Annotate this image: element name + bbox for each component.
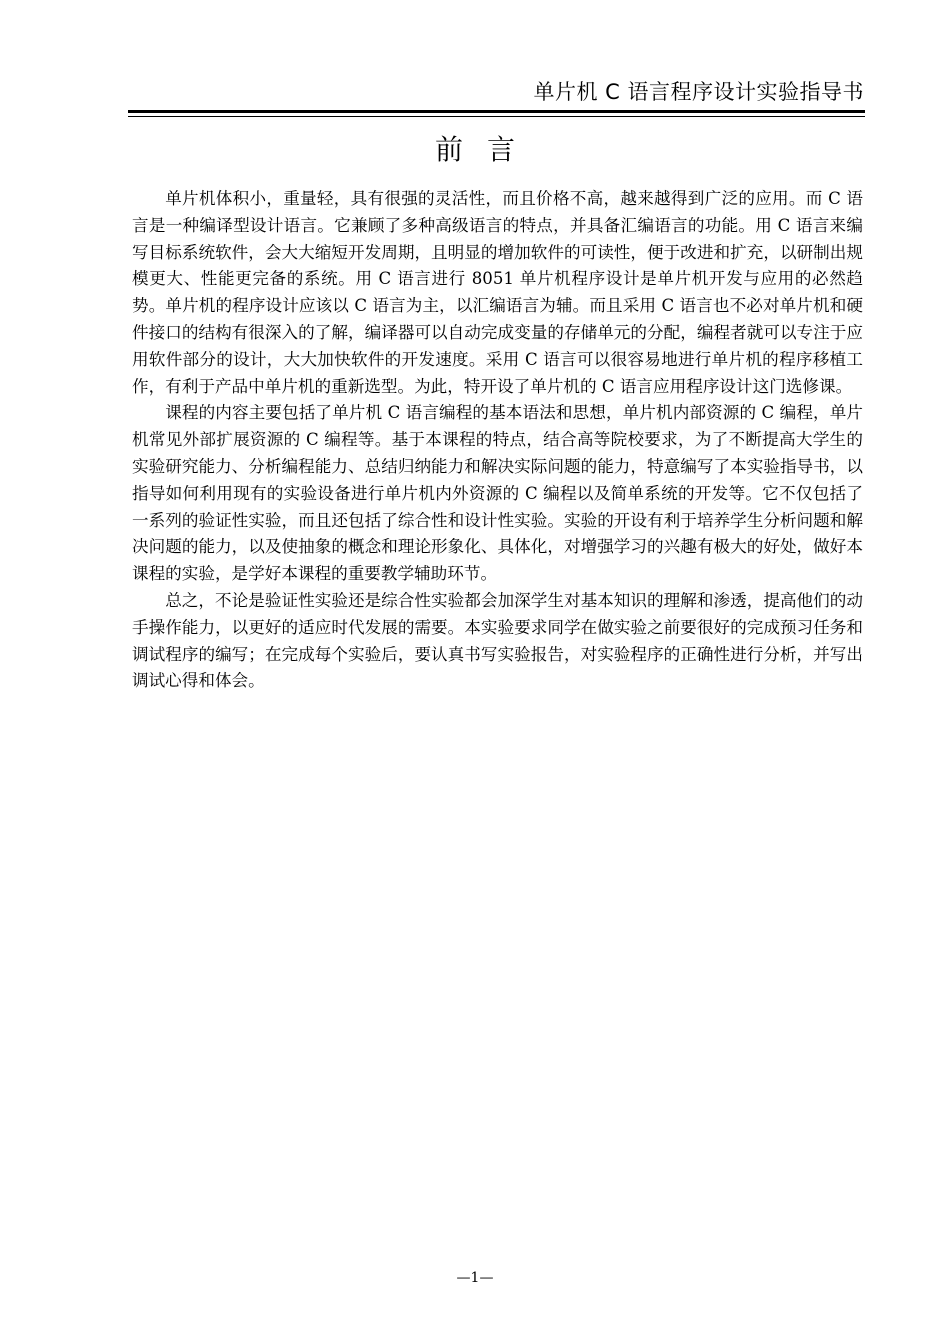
body-text xyxy=(132,186,863,695)
paragraph-1: 单片机体积小，重量轻，具有很强的灵活性，而且价格不高，越来越得到广泛的应用。而 C 语言是一种编译型设计语言。它兼顾了多种高级语言的特点，并具备汇编语言的功能。用 C 语言来编写目标系统软件，会大大缩短开发周期，且明显的增加软件的可读性，便于改进和扩充，以研制出规模更大、性能更完备的系统。用 C 语言进行 8051 单片机程序设计是单片机开发与应用的必然趋势。单片机的程序设计应该以 C 语言为主，以汇编语言为辅。而且采用 C 语言也不必对单片机和硬件接口的结构有很深入的了解，编译器可以自动完成变量的存储单元的分配，编程者就可以专注于应用软件部分的设计，大大加快软件的开发速度。采用 C 语言可以很容易地进行单片机的程序移植工作，有利于产品中单片机的重新选型。为此，特开设了单片机的 C 语言应用程序设计这门选修课。 xyxy=(132,189,863,396)
header-rule-thick xyxy=(128,110,865,113)
paragraph-2: 课程的内容主要包括了单片机 C 语言编程的基本语法和思想，单片机内部资源的 C 编程，单片机常见外部扩展资源的 C 编程等。基于本课程的特点，结合高等院校要求，为了不断提高大学生的实验研究能力、分析编程能力、总结归纳能力和解决实际问题的能力，特意编写了本实验指导书，以指导如何利用现有的实验设备进行单片机内外资源的 C 编程以及简单系统的开发等。它不仅包括了一系列的验证性实验，而且还包括了综合性和设计性实验。实验的开设有利于培养学生分析问题和解决问题的能力，以及使抽象的概念和理论形象化、具体化，对增强学习的兴趣有极大的好处，做好本课程的实验，是学好本课程的重要教学辅助环节。 xyxy=(132,403,863,584)
header-rule-thin xyxy=(128,116,865,117)
running-header: 单片机 C 语言程序设计实验指导书 xyxy=(533,80,864,104)
paragraph-3: 总之，不论是验证性实验还是综合性实验都会加深学生对基本知识的理解和渗透，提高他们的动手操作能力，以更好的适应时代发展的需要。本实验要求同学在做实验之前要很好的完成预习任务和调试程序的编写；在完成每个实验后，要认真书写实验报告，对实验程序的正确性进行分析，并写出调试心得和体会。 xyxy=(132,590,863,691)
page-number: —1— xyxy=(456,1270,494,1286)
page-title: 前言 xyxy=(434,133,539,166)
